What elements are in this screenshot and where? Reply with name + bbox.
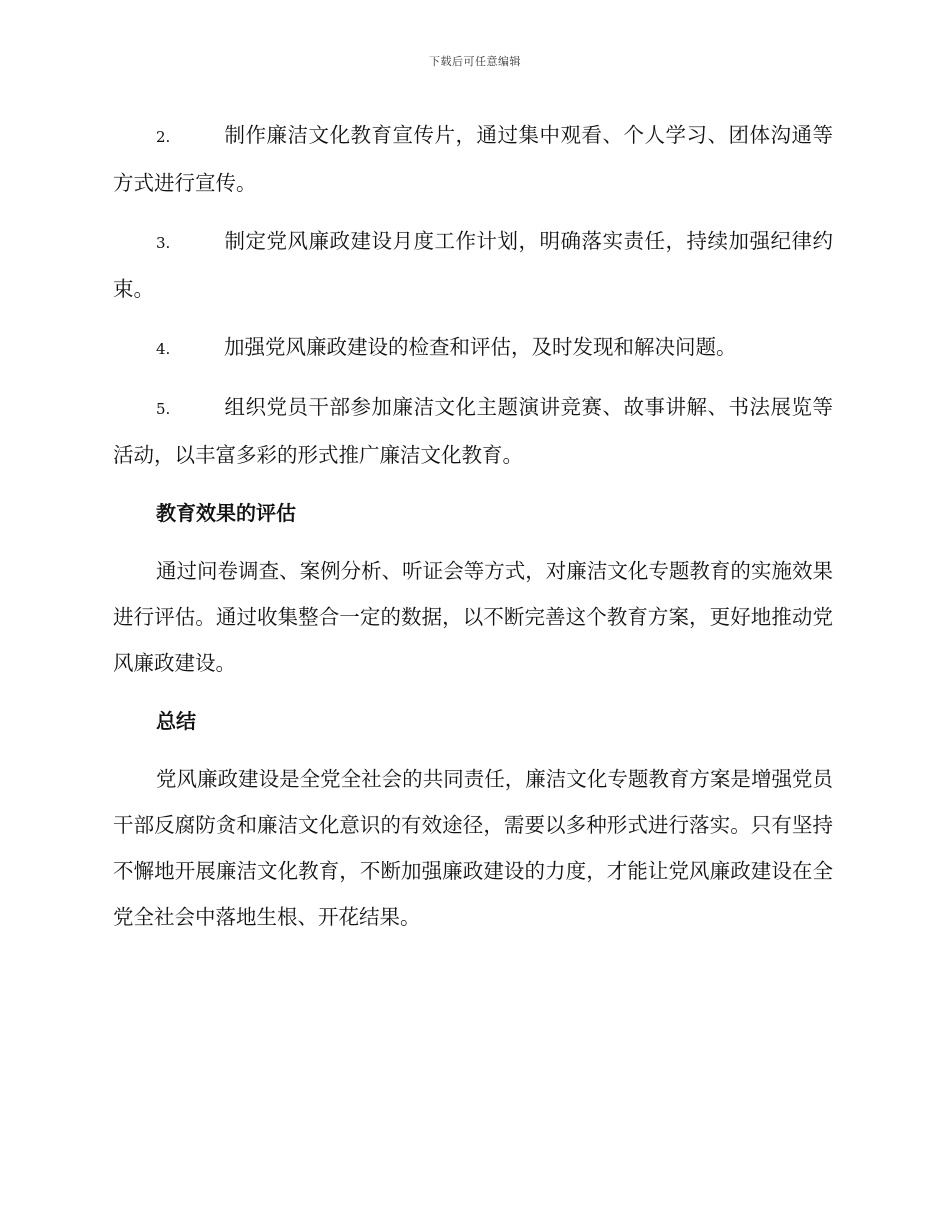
list-item — [113, 112, 833, 206]
list-item — [113, 324, 833, 372]
section-heading-summary: 总结 — [156, 709, 196, 733]
list-item-number: 4. — [156, 340, 171, 358]
list-item — [113, 218, 833, 312]
list-item-text: 制作廉洁文化教育宣传片，通过集中观看、个人学习、团体沟通等方式进行宣传。 — [113, 123, 833, 195]
list-item-number: 2. — [156, 128, 171, 146]
page-header: 下载后可任意编辑 — [429, 55, 521, 68]
section-paragraph-summary: 党风廉政建设是全党全社会的共同责任，廉洁文化专题教育方案是增强党员干部反腐防贪和廉洁文化意识的有效途径，需要以多种形式进行落实。只有坚持不懈地开展廉洁文化教育，不断加强廉政建设的力度，才能让党风廉政建设在全党全社会中落地生根、开花结果。 — [113, 767, 833, 929]
section-paragraph-evaluation: 通过问卷调查、案例分析、听证会等方式，对廉洁文化专题教育的实施效果进行评估。通过收集整合一定的数据，以不断完善这个教育方案，更好地推动党风廉政建设。 — [113, 559, 833, 675]
list-item — [113, 384, 833, 478]
document-body — [113, 112, 833, 952]
list-item-text: 制定党风廉政建设月度工作计划，明确落实责任，持续加强纪律约束。 — [113, 229, 833, 301]
list-item-number: 3. — [156, 234, 171, 252]
list-item-text: 组织党员干部参加廉洁文化主题演讲竞赛、故事讲解、书法展览等活动，以丰富多彩的形式推广廉洁文化教育。 — [113, 395, 833, 467]
list-item-number: 5. — [156, 400, 171, 418]
list-item-text: 加强党风廉政建设的检查和评估，及时发现和解决问题。 — [224, 335, 737, 359]
section-heading-evaluation: 教育效果的评估 — [156, 501, 296, 525]
